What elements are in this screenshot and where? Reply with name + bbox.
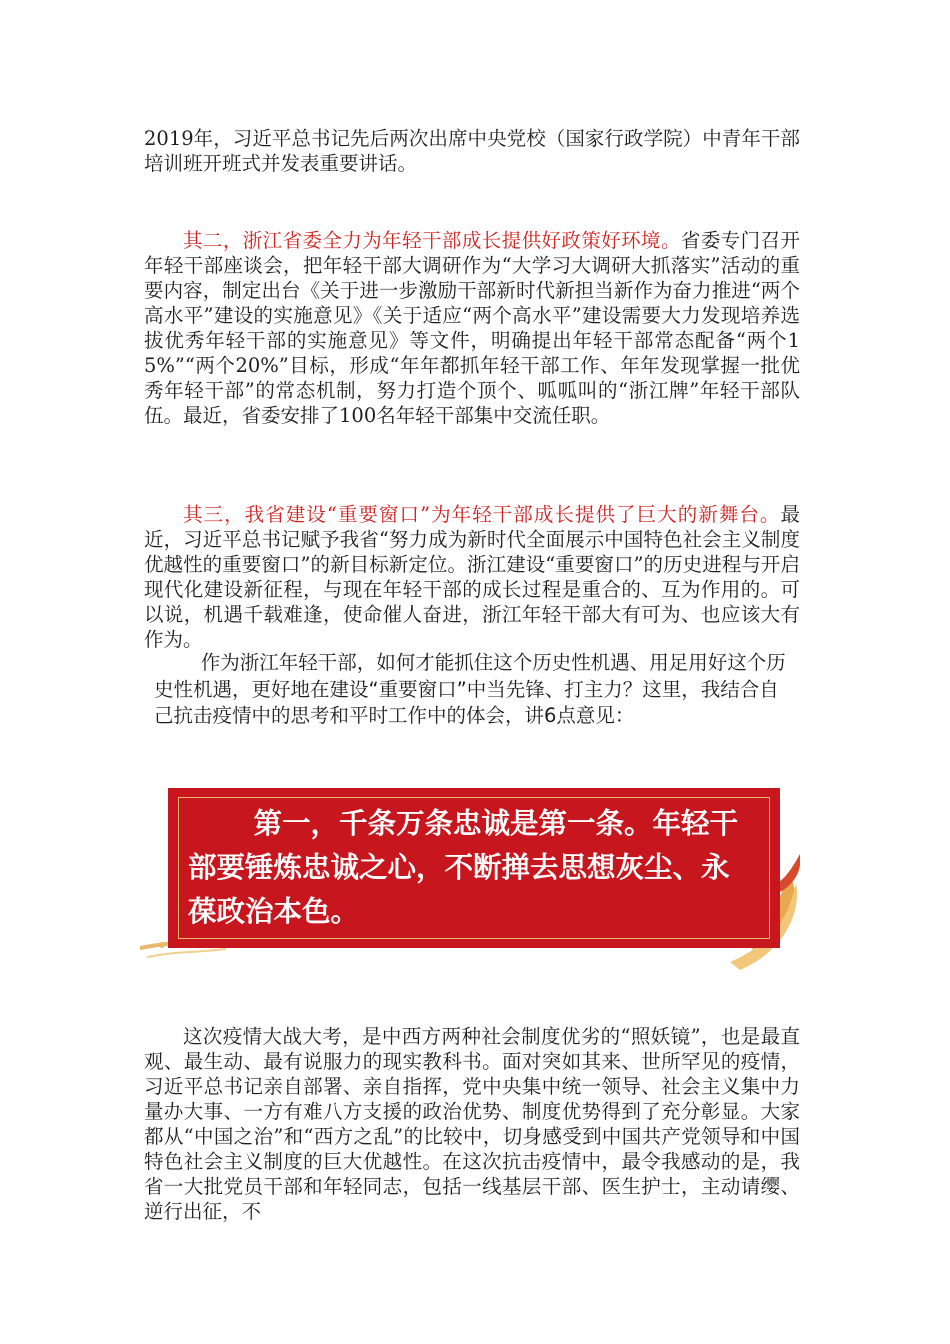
section-banner — [140, 780, 800, 975]
paragraph-point-two — [144, 228, 800, 428]
paragraph-point-three — [144, 502, 800, 652]
point-two-lead: 其二，浙江省委全力为年轻干部成长提供好政策好环境。 — [183, 229, 681, 252]
paragraph-point-one-body: 这次疫情大战大考，是中西方两种社会制度优劣的“照妖镜”，也是最直观、最生动、最有说服力的现实教科书。面对突如其来、世所罕见的疫情，习近平总书记亲自部署、亲自指挥，党中央集中统一领导、社会主义集中力量办大事、一方有难八方支援的政治优势、制度优势得到了充分彰显。大家都从“中国之治”和“西方之乱”的比较中，切身感受到中国共产党领导和中国特色社会主义制度的巨大优越性。在这次抗击疫情中，最令我感动的是，我省一大批党员干部和年轻同志，包括一线基层干部、医生护士，主动请缨、逆行出征，不 — [144, 1025, 800, 1223]
paragraph-intro: 2019年，习近平总书记先后两次出席中央党校（国家行政学院）中青年干部培训班开班式并发表重要讲话。 — [144, 127, 800, 175]
point-two-body: 省委专门召开年轻干部座谈会，把年轻干部大调研作为“大学习大调研大抓落实”活动的重要内容，制定出台《关于进一步激励干部新时代新担当新作为奋力推进“两个高水平”建设的实施意见》《关于适应“两个高水平”建设需要大力发现培养选拔优秀年轻干部的实施意见》等文件，明确提出年轻干部常态配备“两个15%”“两个20%”目标，形成“年年都抓年轻干部工作、年年发现掌握一批优秀年轻干部”的常态机制，努力打造个顶个、呱呱叫的“浙江牌”年轻干部队伍。最近，省委安排了100名年轻干部集中交流任职。 — [144, 229, 800, 427]
banner-panel — [168, 788, 780, 948]
banner-heading: 第一，千条万条忠诚是第一条。年轻干部要锤炼忠诚之心，不断掸去思想灰尘、永葆政治本色。 — [188, 807, 739, 928]
point-three-body: 最近，习近平总书记赋予我省“努力成为新时代全面展示中国特色社会主义制度优越性的重要窗口”的新目标新定位。浙江建设“重要窗口”的历史进程与开启现代化建设新征程，与现在年轻干部的成长过程是重合的、互为作用的。可以说，机遇千载难逢，使命催人奋进，浙江年轻干部大有可为、也应该大有作为。 — [144, 503, 800, 651]
point-three-lead: 其三，我省建设“重要窗口”为年轻干部成长提供了巨大的新舞台。 — [183, 503, 781, 526]
paragraph-transition: 作为浙江年轻干部，如何才能抓住这个历史性机遇、用足用好这个历史性机遇，更好地在建设“重要窗口”中当先锋、打主力？这里，我结合自己抗击疫情中的思考和平时工作中的体会，讲6点意见： — [154, 651, 786, 727]
